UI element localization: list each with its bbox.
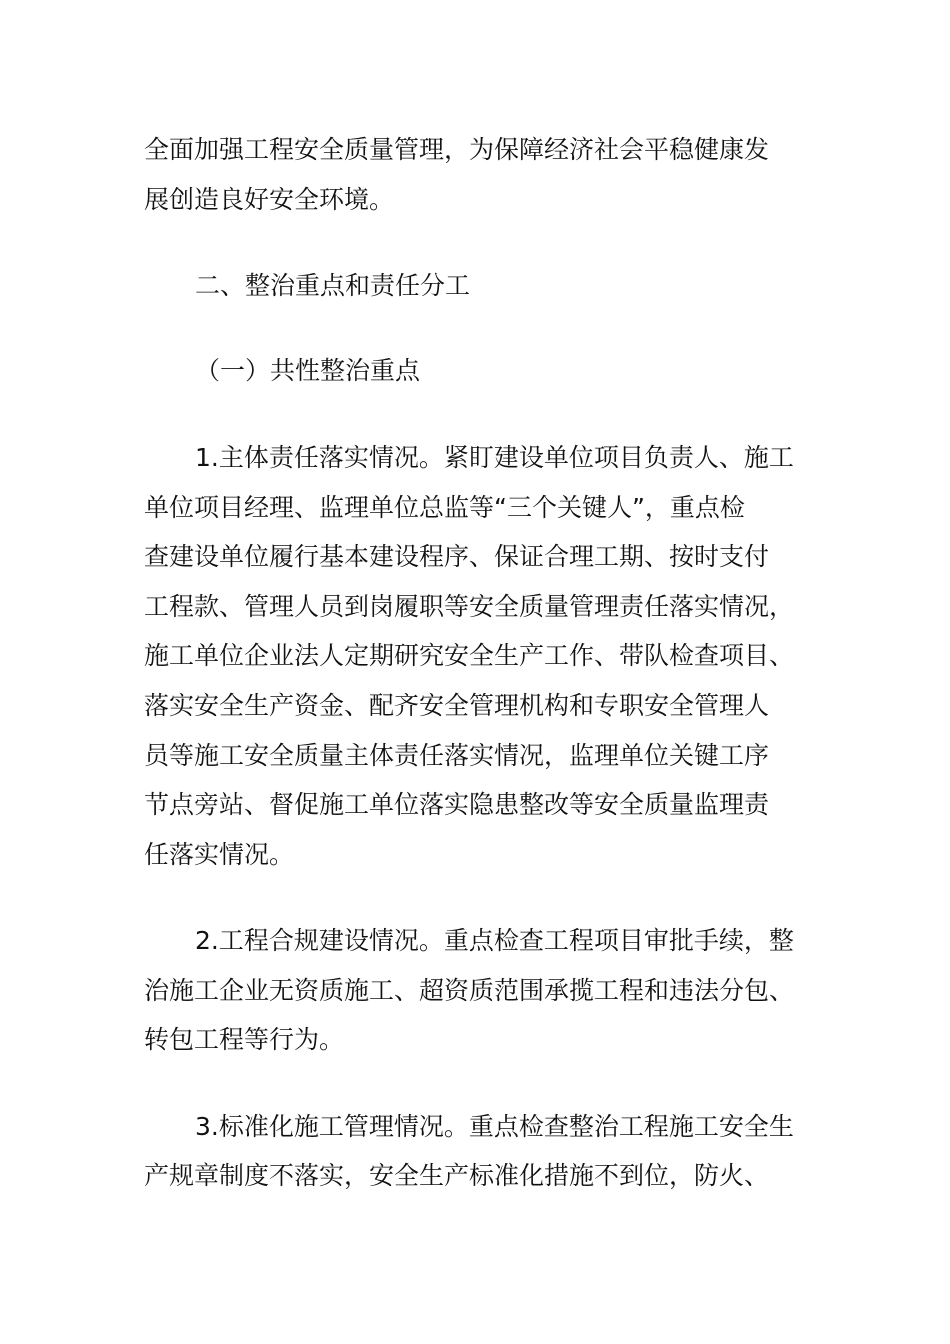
item-1-line-5: 施工单位企业法人定期研究安全生产工作、带队检查项目、	[144, 641, 795, 670]
item-2-line-1: 2.工程合规建设情况。重点检查工程项目审批手续，整	[195, 926, 794, 955]
item-3-line-1: 3.标准化施工管理情况。重点检查整治工程施工安全生	[195, 1112, 794, 1141]
item-1-line-2: 单位项目经理、监理单位总监等“三个关键人”，重点检	[144, 493, 745, 522]
item-1-line-7: 员等施工安全质量主体责任落实情况，监理单位关键工序	[144, 741, 770, 770]
item-2-line-2: 治施工企业无资质施工、超资质范围承揽工程和违法分包、	[144, 976, 795, 1005]
item-1-line-9: 任落实情况。	[144, 840, 295, 869]
item-1-line-1: 1.主体责任落实情况。紧盯建设单位项目负责人、施工	[195, 443, 794, 472]
item-1-line-4: 工程款、管理人员到岗履职等安全质量管理责任落实情况，	[144, 592, 795, 621]
paragraph-continuation-line-1: 全面加强工程安全质量管理，为保障经济社会平稳健康发	[144, 135, 770, 164]
item-1-line-8: 节点旁站、督促施工单位落实隐患整改等安全质量监理责	[144, 790, 770, 819]
subsection-heading-1: （一）共性整治重点	[195, 356, 421, 385]
item-2-line-3: 转包工程等行为。	[144, 1025, 345, 1054]
item-3-line-2: 产规章制度不落实，安全生产标准化措施不到位，防火、	[144, 1161, 770, 1190]
paragraph-continuation-line-2: 展创造良好安全环境。	[144, 185, 395, 214]
item-1-line-3: 查建设单位履行基本建设程序、保证合理工期、按时支付	[144, 542, 770, 571]
item-1-line-6: 落实安全生产资金、配齐安全管理机构和专职安全管理人	[144, 691, 770, 720]
section-heading-2: 二、整治重点和责任分工	[195, 271, 471, 300]
